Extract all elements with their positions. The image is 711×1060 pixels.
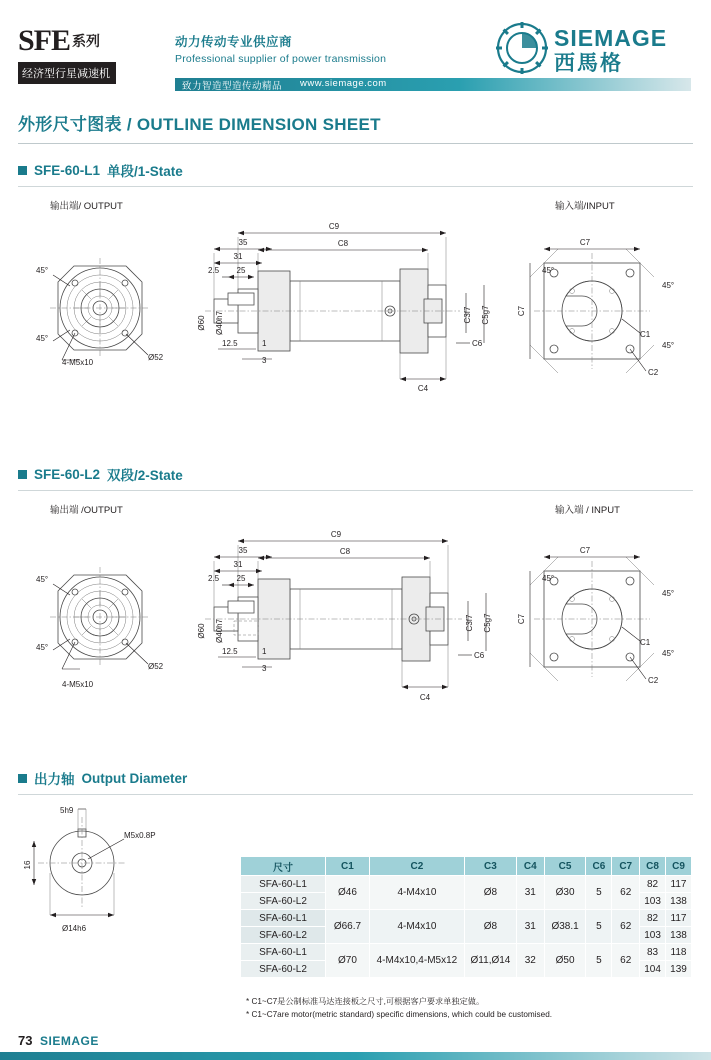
brand-series-cn: 系列: [72, 33, 101, 49]
cell-c9: 117: [666, 876, 692, 893]
th-c6: C6: [586, 857, 612, 876]
page-number: 73: [18, 1033, 33, 1048]
dim-dia40-2: Ø40h7: [215, 618, 224, 644]
svg-text:西馬格: 西馬格: [554, 52, 623, 75]
dim-31-1: 31: [233, 252, 243, 261]
cell-c5: Ø30: [544, 876, 586, 910]
company-logo: [492, 18, 697, 80]
angle-right-1b: 45°: [662, 281, 675, 290]
section-divider-2: [18, 490, 693, 491]
table-note-cn: * C1~C7是公制标准马达连接板之尺寸,可根据客户要求单独定做。: [246, 997, 485, 1006]
th-size: 尺寸: [241, 857, 326, 876]
section-view-1: [197, 222, 490, 393]
table-row: [241, 876, 692, 893]
table-row: [241, 910, 692, 927]
dim-c8-1: C8: [337, 239, 349, 248]
cell-model: SFA-60-L2: [241, 893, 326, 910]
dim-3-1: 3: [262, 356, 267, 365]
brand-name: SFE: [18, 24, 71, 57]
output-flange-view-2: [50, 567, 150, 669]
dim-thread: M5x0.8P: [124, 831, 156, 840]
dim-key-width: 5h9: [60, 806, 74, 815]
cell-c9: 117: [666, 910, 692, 927]
section-heading-sfe-60-l2: [18, 464, 711, 484]
cell-c9: 138: [666, 893, 692, 910]
dim-dia60-1: Ø60: [197, 315, 206, 331]
dim-key-height: 16: [23, 860, 32, 870]
cell-c2: 4-M4x10: [369, 876, 464, 910]
table-notes: [246, 996, 552, 1021]
dim-2-5-2: 2.5: [208, 574, 220, 583]
dia52-label-1: Ø52: [148, 353, 164, 362]
cell-c9: 138: [666, 927, 692, 944]
tagline-en: Professional supplier of power transmission: [175, 53, 387, 65]
output-label-1: 输出端/ OUTPUT: [50, 201, 123, 212]
bullet-square-icon: [18, 166, 27, 175]
input-label-1: 输入端/INPUT: [555, 201, 615, 212]
output-flange-view-1: [50, 258, 150, 360]
title-divider: [18, 143, 693, 144]
dimension-table-wrapper: [240, 856, 692, 978]
dim-31-2: 31: [233, 560, 243, 569]
dim-c7-side-2: C7: [517, 613, 526, 625]
th-c2: C2: [369, 857, 464, 876]
dim-c3-1: C3f7: [463, 306, 472, 324]
input-label-2: 输入端 / INPUT: [555, 505, 620, 516]
bullet-square-icon-2: [18, 470, 27, 479]
section-subtitle: 单段/1-State: [107, 164, 183, 179]
dim-2-5-1: 2.5: [208, 266, 220, 275]
cell-c7: 62: [612, 944, 640, 978]
dim-35-2: 35: [238, 546, 248, 555]
dim-dia60-2: Ø60: [197, 623, 206, 639]
th-c1: C1: [326, 857, 370, 876]
angle-label-2b: 45°: [36, 643, 49, 652]
cell-c8: 103: [640, 893, 666, 910]
cell-c8: 82: [640, 910, 666, 927]
section-heading-sfe-60-l1: [18, 160, 711, 180]
cell-c6: 5: [586, 910, 612, 944]
table-row: [241, 944, 692, 961]
dim-c4-2: C4: [419, 693, 431, 702]
svg-text:SIEMAGE: SIEMAGE: [554, 25, 668, 51]
dim-25-1: 25: [236, 266, 246, 275]
dim-c9-1: C9: [328, 222, 340, 231]
diagram-sfe-60-l2: [0, 497, 711, 752]
bullet-square-icon-3: [18, 774, 27, 783]
th-c8: C8: [640, 857, 666, 876]
cell-c1: Ø46: [326, 876, 370, 910]
tagline-cn: 动力传动专业供应商: [175, 35, 293, 49]
cell-c6: 5: [586, 876, 612, 910]
dim-12-5-1: 12.5: [222, 339, 238, 348]
page-header: [0, 0, 711, 96]
cell-model: SFA-60-L1: [241, 944, 326, 961]
cell-c8: 103: [640, 927, 666, 944]
cell-c1: Ø70: [326, 944, 370, 978]
header-bar-text-cn: 致力智造型造传动精品: [182, 81, 283, 92]
brand-subtitle: 经济型行星减速机: [18, 62, 116, 84]
cell-model: SFA-60-L1: [241, 876, 326, 893]
dim-c5-1: C5g7: [481, 305, 490, 325]
cell-c4: 32: [516, 944, 544, 978]
dim-c8-2: C8: [339, 547, 351, 556]
th-c5: C5: [544, 857, 586, 876]
cell-c5: Ø50: [544, 944, 586, 978]
dim-c7-side-1: C7: [517, 305, 526, 317]
diagram-sfe-60-l1: [0, 193, 711, 448]
section-model: SFE-60-L1: [34, 162, 101, 178]
gear-icon: [496, 22, 548, 74]
cell-c8: 83: [640, 944, 666, 961]
bolt-label-2: 4-M5x10: [62, 680, 94, 689]
dim-12-5-2: 12.5: [222, 647, 238, 656]
cell-c2: 4-M4x10,4-M5x12: [369, 944, 464, 978]
table-header-row: [241, 857, 692, 876]
page-footer: [0, 1020, 711, 1060]
cell-model: SFA-60-L1: [241, 910, 326, 927]
cell-c7: 62: [612, 910, 640, 944]
th-c4: C4: [516, 857, 544, 876]
cell-c6: 5: [586, 944, 612, 978]
angle-label-1a: 45°: [36, 266, 49, 275]
dim-c6-1: C6: [472, 339, 483, 348]
output-shaft-title-cn: 出力轴: [34, 772, 75, 787]
dim-c5-2: C5g7: [483, 613, 492, 633]
angle-label-1b: 45°: [36, 334, 49, 343]
cell-c5: Ø38.1: [544, 910, 586, 944]
section-heading-output-diameter: [18, 768, 711, 788]
th-c7: C7: [612, 857, 640, 876]
section-divider-3: [18, 794, 693, 795]
cell-c9: 139: [666, 961, 692, 978]
table-note-en: * C1~C7are motor(metric standard) specific dimensions, which could be customised.: [246, 1009, 553, 1019]
dim-3-2: 3: [262, 664, 267, 673]
cell-c4: 31: [516, 910, 544, 944]
dim-c7-top-1: C7: [579, 238, 591, 247]
cell-c1: Ø66.7: [326, 910, 370, 944]
dim-1-1: 1: [262, 339, 267, 348]
angle-right-1c: 45°: [662, 341, 675, 350]
dim-shaft-dia: Ø14h6: [62, 924, 87, 933]
dim-c7-top-2: C7: [579, 546, 591, 555]
output-label-2: 输出端 /OUTPUT: [50, 505, 123, 516]
bolt-label-1: 4-M5x10: [62, 358, 94, 367]
header-bar-url: www.siemage.com: [300, 78, 387, 89]
dim-c1-1: C1: [640, 330, 651, 339]
dim-1-2: 1: [262, 647, 267, 656]
dim-c9-2: C9: [330, 530, 342, 539]
angle-right-2b: 45°: [662, 589, 675, 598]
shaft-end-view: [32, 809, 126, 917]
dim-c2-1: C2: [648, 368, 659, 377]
section-view-2: [197, 530, 492, 702]
cell-c4: 31: [516, 876, 544, 910]
dim-c1-2: C1: [640, 638, 651, 647]
footer-brand: SIEMAGE: [40, 1034, 99, 1048]
output-shaft-title-en: Output Diameter: [81, 770, 188, 786]
tagline-block: [175, 32, 386, 65]
th-c3: C3: [465, 857, 517, 876]
section-divider-1: [18, 186, 693, 187]
dimension-table: [240, 856, 692, 978]
cell-c3: Ø11,Ø14: [465, 944, 517, 978]
cell-c8: 82: [640, 876, 666, 893]
section-model-2: SFE-60-L2: [34, 466, 101, 482]
angle-right-2a: 45°: [542, 574, 555, 583]
cell-c3: Ø8: [465, 876, 517, 910]
cell-model: SFA-60-L2: [241, 927, 326, 944]
cell-model: SFA-60-L2: [241, 961, 326, 978]
th-c9: C9: [666, 857, 692, 876]
angle-label-2a: 45°: [36, 575, 49, 584]
dim-c6-2: C6: [474, 651, 485, 660]
dim-c3-2: C3f7: [465, 614, 474, 632]
cell-c3: Ø8: [465, 910, 517, 944]
angle-right-1a: 45°: [542, 266, 555, 275]
cell-c8: 104: [640, 961, 666, 978]
angle-right-2c: 45°: [662, 649, 675, 658]
cell-c7: 62: [612, 876, 640, 910]
dim-c2-2: C2: [648, 676, 659, 685]
section-subtitle-2: 双段/2-State: [107, 468, 183, 483]
dim-25-2: 25: [236, 574, 246, 583]
footer-gradient-bar: [0, 1052, 711, 1060]
dim-35-1: 35: [238, 238, 248, 247]
dia52-label-2: Ø52: [148, 662, 164, 671]
dim-dia40-1: Ø40h7: [215, 310, 224, 336]
brand-block: [18, 26, 138, 84]
dim-c4-1: C4: [417, 384, 429, 393]
cell-c9: 118: [666, 944, 692, 961]
cell-c2: 4-M4x10: [369, 910, 464, 944]
page-title: 外形尺寸图表 / OUTLINE DIMENSION SHEET: [18, 115, 381, 134]
